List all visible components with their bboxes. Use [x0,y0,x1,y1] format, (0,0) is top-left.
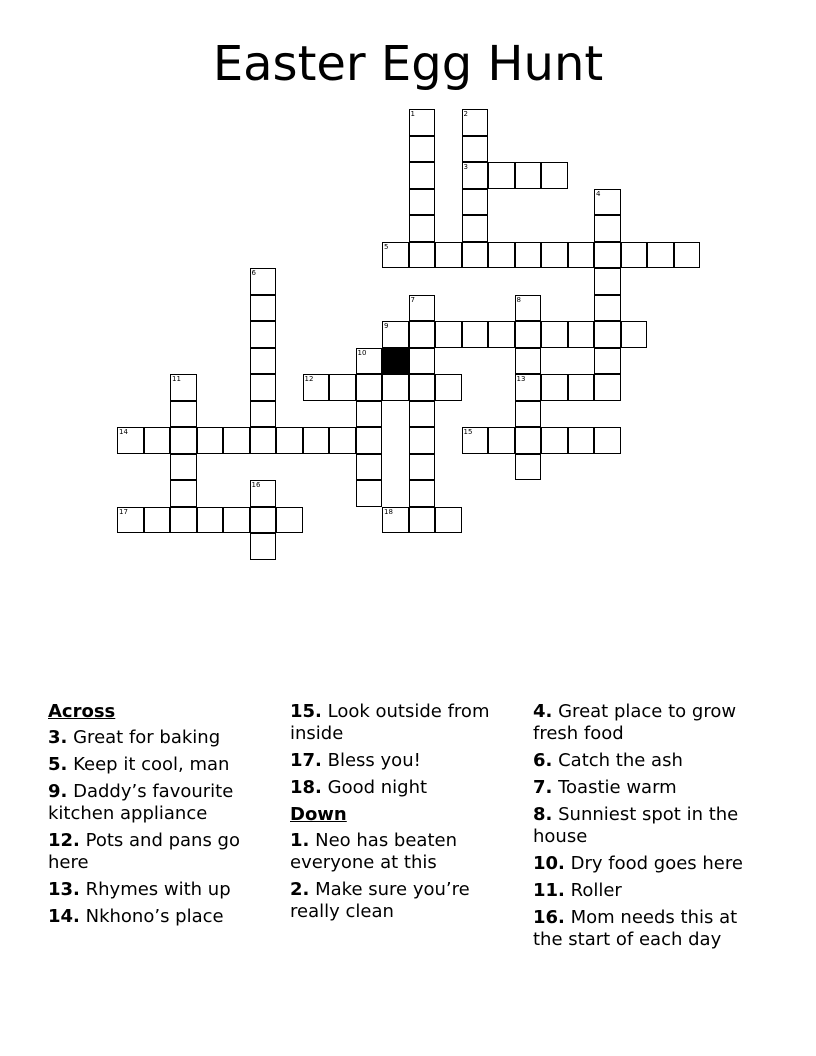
grid-cell[interactable] [541,321,568,348]
grid-cell[interactable] [117,427,144,454]
grid-cell[interactable] [303,427,330,454]
grid-cell[interactable] [647,242,674,269]
clue-number: 12 [304,375,314,383]
grid-cell[interactable] [515,374,542,401]
grid-cell[interactable] [435,374,462,401]
clue-number: 10 [357,348,367,357]
clue-down-2: 2. Make sure you’re really clean [290,879,470,922]
grid-cell[interactable] [435,321,462,348]
grid-cell[interactable] [515,321,542,348]
grid-cell[interactable] [621,321,648,348]
grid-cell[interactable] [382,321,409,348]
grid-cell[interactable] [409,189,436,216]
grid-cell[interactable] [462,189,489,216]
clue-across-5: 5. Keep it cool, man [48,754,230,775]
grid-cell[interactable] [197,427,224,454]
clue-number: 5 [384,242,389,251]
grid-cell[interactable] [329,374,356,401]
grid-cell[interactable] [515,454,542,481]
grid-cell[interactable] [568,242,595,269]
grid-cell[interactable] [250,348,277,375]
grid-cell[interactable] [170,454,197,481]
grid-cell[interactable] [409,215,436,242]
grid-cell[interactable] [356,454,383,481]
clue-number: 15 [463,428,473,436]
clue-across-12: 12. Pots and pans go here [48,830,240,873]
grid-cell[interactable] [462,136,489,163]
grid-cell[interactable] [488,321,515,348]
across-heading: Across [48,701,116,722]
grid-cell[interactable] [144,427,171,454]
grid-cell[interactable] [594,215,621,242]
grid-cell[interactable] [435,507,462,534]
clue-across-17: 17. Bless you! [290,750,421,771]
grid-cell[interactable] [594,268,621,295]
page-title: Easter Egg Hunt [212,36,604,92]
grid-cell[interactable] [409,348,436,375]
grid-cell[interactable] [409,427,436,454]
clue-down-8: 8. Sunniest spot in the house [533,804,739,847]
grid-cell[interactable] [382,242,409,269]
grid-cell[interactable] [409,321,436,348]
black-cell [382,348,409,375]
clue-number: 2 [463,110,468,118]
clue-number: 17 [119,507,128,516]
grid-cell[interactable] [409,401,436,428]
clue-number: 4 [596,189,601,198]
grid-cell[interactable] [276,507,303,534]
clue-number: 9 [384,322,389,330]
grid-cell[interactable] [409,295,436,322]
grid-cell[interactable] [250,533,277,560]
grid-cell[interactable] [356,348,383,375]
grid-cell[interactable] [568,427,595,454]
clue-across-14: 14. Nkhono’s place [48,906,224,927]
clue-down-16: 16. Mom needs this at the start of each day [533,907,738,950]
grid-cell[interactable] [382,507,409,534]
grid-cell[interactable] [250,507,277,534]
grid-cell[interactable] [250,295,277,322]
grid-cell[interactable] [435,242,462,269]
grid-cell[interactable] [250,374,277,401]
clue-number: 8 [516,295,521,304]
clue-across-18: 18. Good night [290,777,428,798]
grid-cell[interactable] [409,480,436,507]
down-heading: Down [290,804,347,825]
grid-cell[interactable] [515,401,542,428]
grid-cell[interactable] [250,268,277,295]
clue-number: 16 [251,481,261,489]
grid-cell[interactable] [250,427,277,454]
grid-cell[interactable] [621,242,648,269]
grid-cell[interactable] [170,374,197,401]
clues-column-2 [290,701,522,928]
grid-cell[interactable] [144,507,171,534]
grid-cell[interactable] [197,507,224,534]
grid-cell[interactable] [329,427,356,454]
clue-down-11: 11. Roller [533,880,622,901]
grid-cell[interactable] [250,321,277,348]
grid-cell[interactable] [356,480,383,507]
clue-number: 14 [119,428,128,436]
grid-cell[interactable] [515,427,542,454]
clue-number: 11 [172,375,181,383]
grid-cell[interactable] [382,374,409,401]
grid-cell[interactable] [356,374,383,401]
clue-down-10: 10. Dry food goes here [533,853,743,874]
grid-cell[interactable] [409,507,436,534]
grid-cell[interactable] [515,162,542,189]
grid-cell[interactable] [488,427,515,454]
clue-down-6: 6. Catch the ash [533,750,683,771]
grid-cell[interactable] [541,427,568,454]
clue-down-7: 7. Toastie warm [533,777,677,798]
grid-cell[interactable] [276,427,303,454]
grid-cell[interactable] [541,162,568,189]
grid-cell[interactable] [541,374,568,401]
grid-cell[interactable] [594,242,621,269]
grid-cell[interactable] [462,162,489,189]
clue-down-1: 1. Neo has beaten everyone at this [290,830,457,873]
grid-cell[interactable] [250,401,277,428]
grid-cell[interactable] [409,109,436,136]
grid-cell[interactable] [356,427,383,454]
grid-cell[interactable] [409,162,436,189]
clue-number: 13 [516,375,526,383]
grid-cell[interactable] [568,374,595,401]
grid-cell[interactable] [515,348,542,375]
grid-cell[interactable] [117,507,144,534]
grid-cell[interactable] [303,374,330,401]
grid-cell[interactable] [409,242,436,269]
grid-cell[interactable] [594,427,621,454]
grid-cell[interactable] [594,374,621,401]
grid-cell[interactable] [409,454,436,481]
grid-cell[interactable] [409,374,436,401]
grid-cell[interactable] [674,242,701,269]
grid-cell[interactable] [488,162,515,189]
grid-cell[interactable] [541,242,568,269]
clues-column-1 [48,701,280,933]
clue-number: 7 [410,295,415,304]
grid-cell[interactable] [170,507,197,534]
grid-cell[interactable] [462,242,489,269]
grid-cell[interactable] [170,427,197,454]
grid-cell[interactable] [223,427,250,454]
grid-cell[interactable] [170,480,197,507]
grid-cell[interactable] [515,295,542,322]
grid-cell[interactable] [515,242,542,269]
grid-cell[interactable] [568,321,595,348]
clue-across-9: 9. Daddy’s favourite kitchen appliance [48,781,234,824]
clue-number: 1 [410,110,415,118]
clue-across-13: 13. Rhymes with up [48,879,231,900]
clues-column-3 [533,701,765,956]
grid-cell[interactable] [409,136,436,163]
clue-down-4: 4. Great place to grow fresh food [533,701,737,744]
grid-cell[interactable] [462,109,489,136]
grid-cell[interactable] [594,189,621,216]
grid-cell[interactable] [462,215,489,242]
grid-cell[interactable] [462,321,489,348]
grid-cell[interactable] [594,295,621,322]
clue-across-3: 3. Great for baking [48,727,221,748]
clue-number: 6 [251,269,256,277]
grid-cell[interactable] [594,348,621,375]
grid-cell[interactable] [594,321,621,348]
grid-cell[interactable] [223,507,250,534]
grid-cell[interactable] [170,401,197,428]
grid-cell[interactable] [462,427,489,454]
grid-cell[interactable] [250,480,277,507]
grid-cell[interactable] [356,401,383,428]
clue-across-15: 15. Look outside from inside [290,701,490,744]
grid-cell[interactable] [488,242,515,269]
clue-number: 3 [463,163,468,171]
clue-number: 18 [384,507,393,516]
